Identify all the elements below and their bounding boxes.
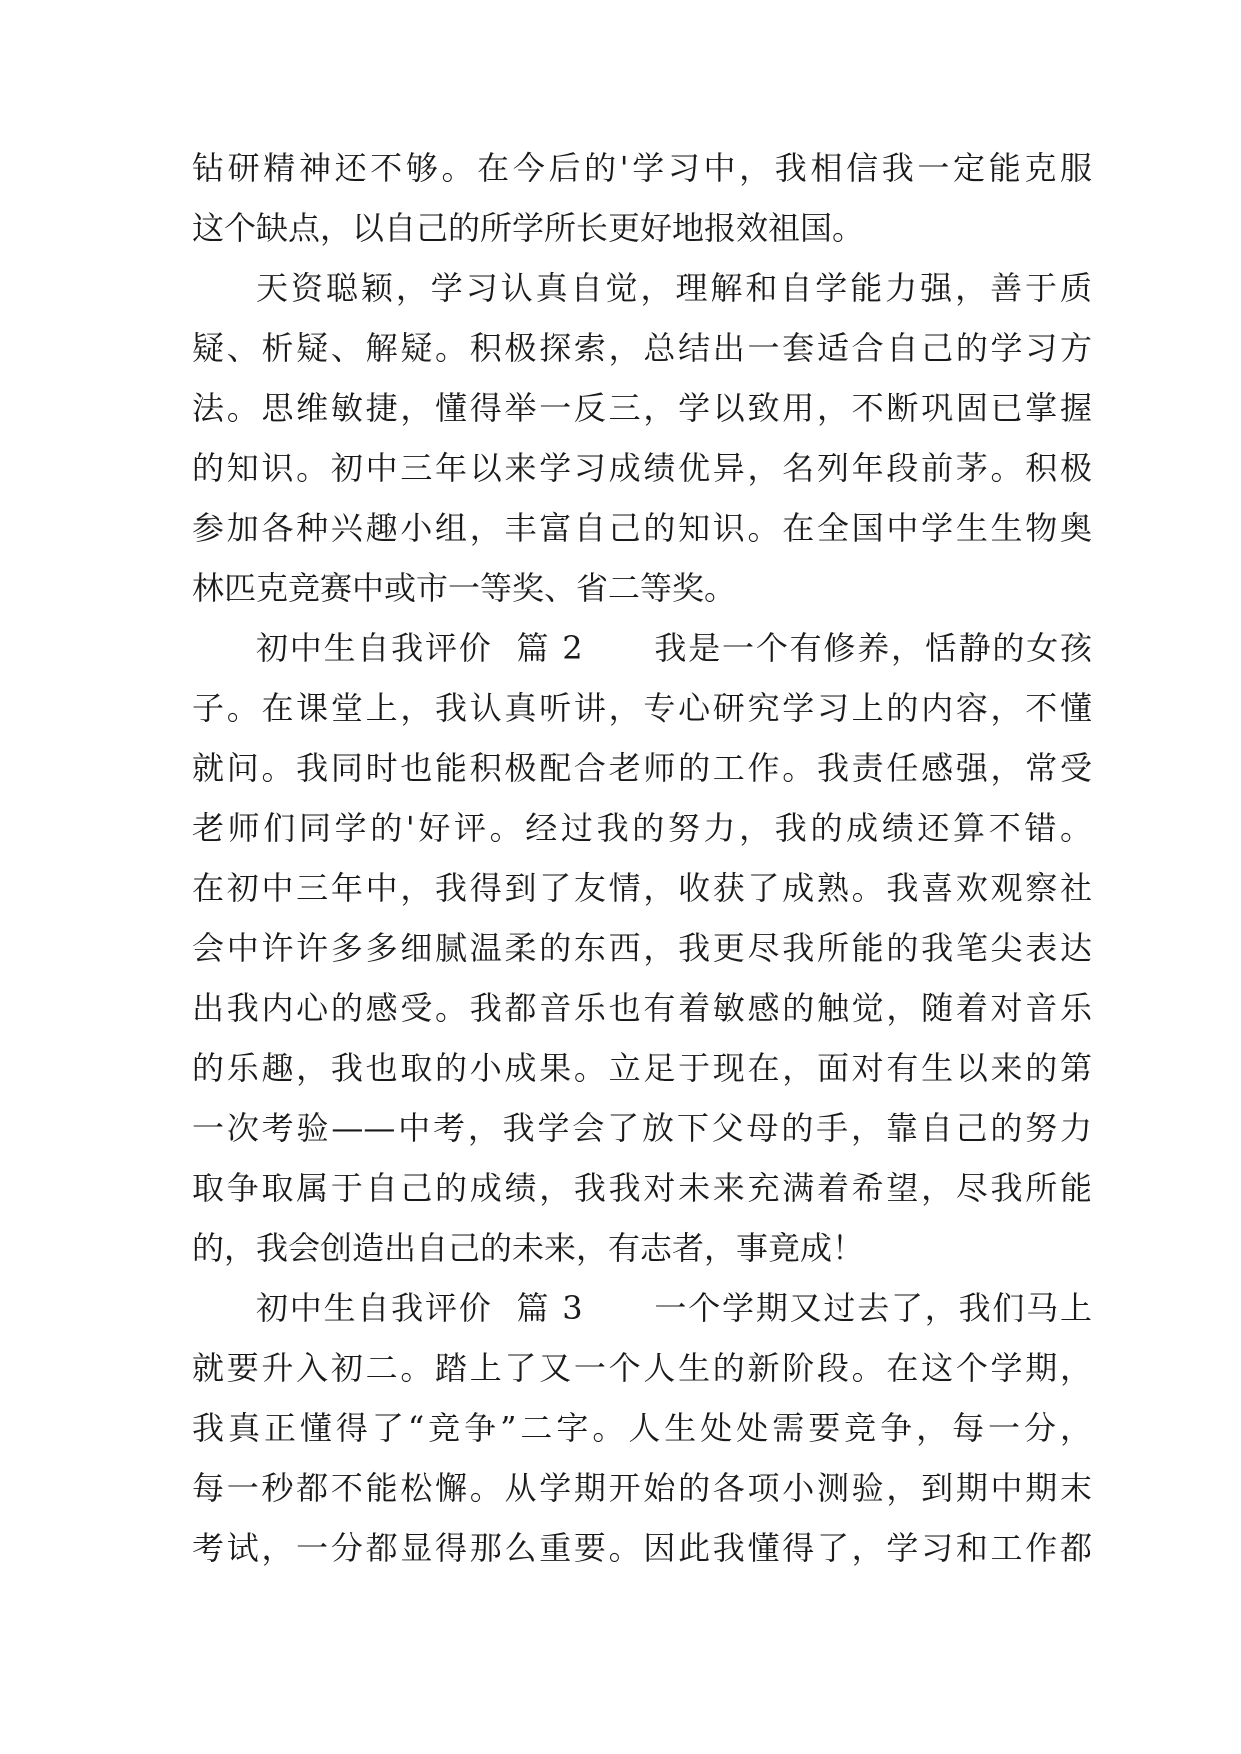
text-line-15: 出我内心的感受。我都音乐也有着敏感的触觉，随着对音乐 <box>192 989 1092 1027</box>
paragraph-2-line-1: 天资聪颖，学习认真自觉，理解和自学能力强，善于质 <box>256 269 1092 307</box>
text-line-8: 林匹克竞赛中或市一等奖、省二等奖。 <box>192 569 737 607</box>
text-line-24: 考试，一分都显得那么重要。因此我懂得了，学习和工作都 <box>192 1529 1092 1567</box>
text-line-1: 钻研精神还不够。在今后的'学习中，我相信我一定能克服 <box>192 149 1092 187</box>
section-2-heading-line: 初中生自我评价 篇 2 我是一个有修养，恬静的女孩 <box>256 629 1092 667</box>
text-line-7: 参加各种兴趣小组，丰富自己的知识。在全国中学生生物奥 <box>192 509 1092 547</box>
text-line-6: 的知识。初中三年以来学习成绩优异，名列年段前茅。积极 <box>192 449 1092 487</box>
text-line-2: 这个缺点，以自己的所学所长更好地报效祖国。 <box>192 209 865 247</box>
text-line-19: 的，我会创造出自己的未来，有志者，事竟成！ <box>192 1229 865 1267</box>
text-line-23: 每一秒都不能松懈。从学期开始的各项小测验，到期中期末 <box>192 1469 1092 1507</box>
text-line-11: 就问。我同时也能积极配合老师的工作。我责任感强，常受 <box>192 749 1092 787</box>
section-3-heading-line: 初中生自我评价 篇 3 一个学期又过去了，我们马上 <box>256 1289 1092 1327</box>
text-line-13: 在初中三年中，我得到了友情，收获了成熟。我喜欢观察社 <box>192 869 1092 907</box>
text-line-14: 会中许许多多细腻温柔的东西，我更尽我所能的我笔尖表达 <box>192 929 1092 967</box>
text-line-4: 疑、析疑、解疑。积极探索，总结出一套适合自己的学习方 <box>192 329 1092 367</box>
text-line-18: 取争取属于自己的成绩，我我对未来充满着希望，尽我所能 <box>192 1169 1092 1207</box>
text-line-10: 子。在课堂上，我认真听讲，专心研究学习上的内容，不懂 <box>192 689 1092 727</box>
text-line-12: 老师们同学的'好评。经过我的努力，我的成绩还算不错。 <box>192 809 1092 847</box>
text-line-17: 一次考验——中考，我学会了放下父母的手，靠自己的努力 <box>192 1109 1092 1147</box>
text-line-16: 的乐趣，我也取的小成果。立足于现在，面对有生以来的第 <box>192 1049 1092 1087</box>
text-line-22: 我真正懂得了“竞争”二字。人生处处需要竞争，每一分， <box>192 1409 1092 1447</box>
text-line-5: 法。思维敏捷，懂得举一反三，学以致用，不断巩固已掌握 <box>192 389 1092 427</box>
text-line-21: 就要升入初二。踏上了又一个人生的新阶段。在这个学期， <box>192 1349 1092 1387</box>
